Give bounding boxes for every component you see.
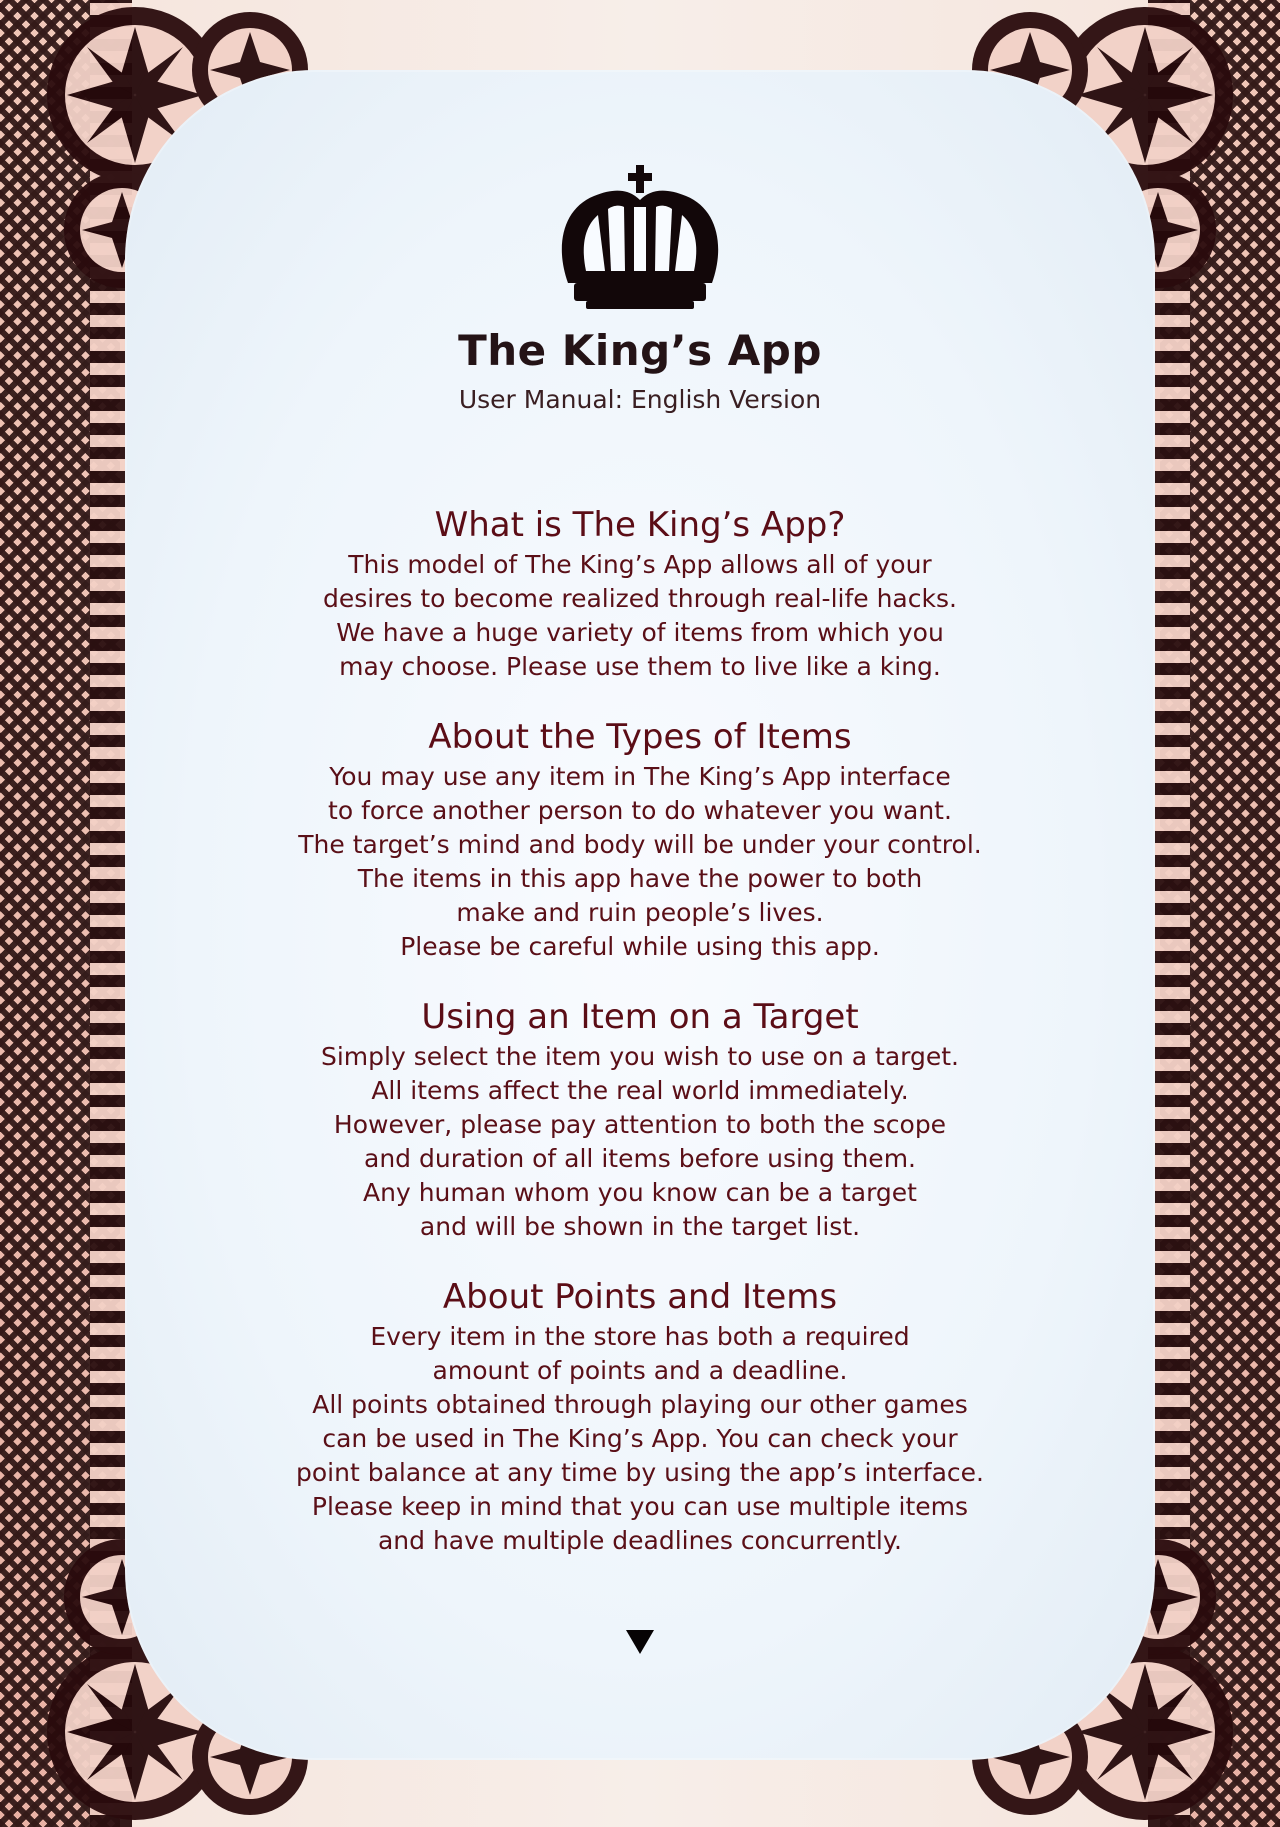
what-is-section	[0, 506, 1280, 684]
section-body	[0, 548, 1280, 684]
section-line: and have multiple deadlines concurrently.	[377, 1526, 903, 1556]
section-line: Please keep in mind that you can use multiple items	[311, 1492, 969, 1522]
crown-icon	[550, 165, 730, 315]
section-line: and duration of all items before using them.	[364, 1144, 916, 1174]
section-line: You may use any item in The King’s App interface	[329, 762, 951, 792]
section-line: desires to become realized through real-life hacks.	[323, 584, 957, 614]
section-heading: Using an Item on a Target	[421, 997, 859, 1037]
section-line: The target’s mind and body will be under your control.	[298, 830, 982, 860]
section-line: Please be careful while using this app.	[400, 932, 880, 962]
section-line: We have a huge variety of items from which you	[336, 618, 944, 648]
section-body	[0, 1040, 1280, 1244]
points-items-section	[0, 1278, 1280, 1558]
section-line: Every item in the store has both a required	[370, 1322, 910, 1352]
section-line: All points obtained through playing our other games	[312, 1390, 968, 1420]
section-line: Simply select the item you wish to use on a target.	[320, 1042, 959, 1072]
section-heading: About the Types of Items	[428, 717, 852, 757]
section-line: All items affect the real world immediately.	[371, 1076, 909, 1106]
section-line: can be used in The King’s App. You can check your	[322, 1424, 958, 1454]
section-line: This model of The King’s App allows all of your	[348, 550, 932, 580]
section-heading: About Points and Items	[442, 1277, 838, 1317]
using-item-section	[0, 998, 1280, 1244]
page-subtitle: User Manual: English Version	[458, 385, 822, 414]
down-triangle-icon[interactable]	[624, 1626, 656, 1658]
section-line: make and ruin people’s lives.	[456, 898, 824, 928]
item-types-section	[0, 718, 1280, 964]
section-line: point balance at any time by using the app’s interface.	[296, 1458, 984, 1488]
section-heading: What is The King’s App?	[434, 505, 846, 545]
page-title: The King’s App	[458, 326, 822, 375]
section-line: Any human whom you know can be a target	[363, 1178, 917, 1208]
section-body	[0, 1320, 1280, 1558]
section-line: and will be shown in the target list.	[419, 1212, 861, 1242]
section-body	[0, 760, 1280, 964]
section-line: The items in this app have the power to both	[357, 864, 923, 894]
section-line: may choose. Please use them to live like a king.	[339, 652, 941, 682]
section-line: However, please pay attention to both the scope	[333, 1110, 947, 1140]
section-line: amount of points and a deadline.	[432, 1356, 848, 1386]
section-line: to force another person to do whatever you want.	[328, 796, 952, 826]
